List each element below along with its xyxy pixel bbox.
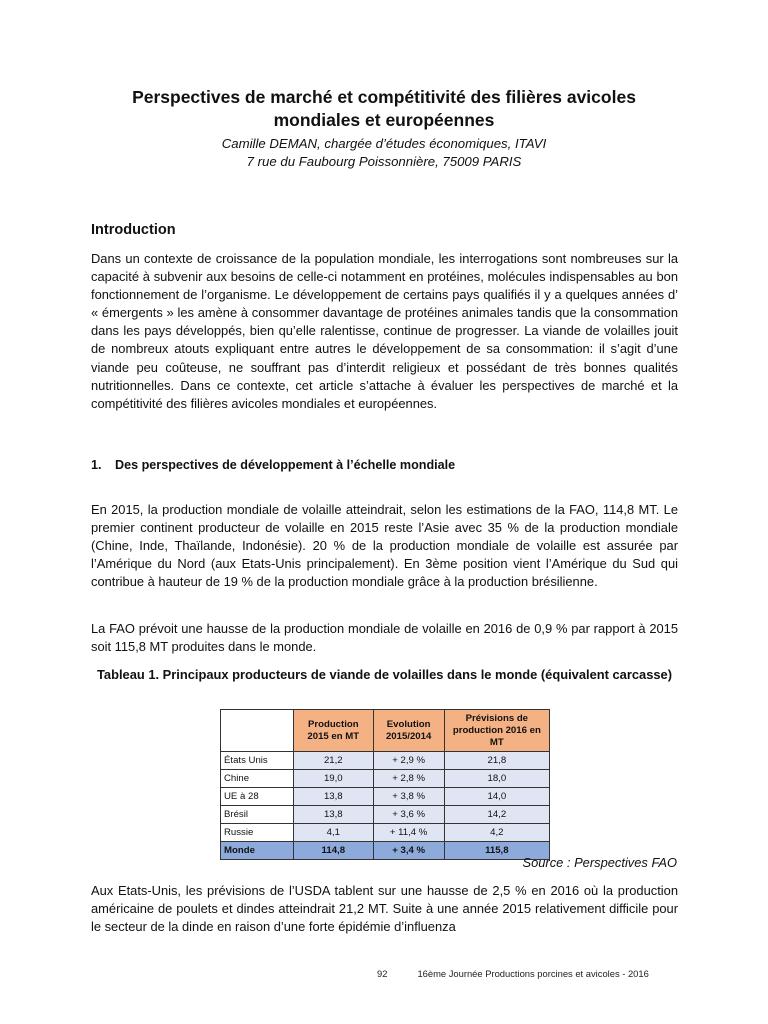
- row-forecast: 4,2: [444, 824, 549, 842]
- table-row: [221, 770, 550, 788]
- row-production: 21,2: [294, 752, 374, 770]
- table-row: [221, 824, 550, 842]
- row-country: UE à 28: [221, 788, 294, 806]
- row-forecast: 14,2: [444, 806, 549, 824]
- total-forecast: 115,8: [444, 842, 549, 860]
- table-row: [221, 806, 550, 824]
- section-1-paragraph-1: En 2015, la production mondiale de volaille atteindrait, selon les estimations de la FAO, 114,8 MT. Le premier continent producteur de volaille en 2015 reste l’Asie avec 35 % de la production mondiale (Chine, Inde, Thaïlande, Indonésie). 20 % de la production mondiale de volaille est assurée par l’Amérique du Nord (aux Etats-Unis principalement). En 3ème position vient l’Amérique du Sud qui contribue à hauteur de 19 % de la production mondiale grâce à la production brésilienne.: [91, 502, 678, 590]
- row-evolution: + 3,6 %: [373, 806, 444, 824]
- production-table: [220, 709, 550, 860]
- total-country: Monde: [221, 842, 294, 860]
- row-production: 19,0: [294, 770, 374, 788]
- table-total-row: [221, 842, 550, 860]
- row-production: 13,8: [294, 788, 374, 806]
- page-footer: [377, 968, 649, 979]
- table-header-row: [221, 710, 550, 752]
- row-country: États Unis: [221, 752, 294, 770]
- introduction-heading: Introduction: [91, 222, 176, 238]
- table-row: [221, 788, 550, 806]
- row-evolution: + 2,8 %: [373, 770, 444, 788]
- title-line-2: mondiales et européennes: [273, 110, 495, 130]
- footer-event: 16ème Journée Productions porcines et avicoles - 2016: [417, 968, 649, 979]
- section-1-paragraph-2: La FAO prévoit une hausse de la production mondiale de volaille en 2016 de 0,9 % par rapport à 2015 soit 115,8 MT produites dans le monde.: [91, 621, 678, 655]
- row-evolution: + 2,9 %: [373, 752, 444, 770]
- header-evolution: Evolution 2015/2014: [373, 710, 444, 752]
- row-production: 4,1: [294, 824, 374, 842]
- author-block: [0, 135, 768, 171]
- section-1-number: 1.: [91, 458, 102, 472]
- row-forecast: 14,0: [444, 788, 549, 806]
- address-line: 7 rue du Faubourg Poissonnière, 75009 PARIS: [246, 154, 522, 169]
- section-1-paragraph-3: Aux Etats-Unis, les prévisions de l’USDA tablent sur une hausse de 2,5 % en 2016 où la production américaine de poulets et dindes atteindrait 21,2 MT. Suite à une année 2015 relativement difficile pour le secteur de la dinde en raison d’une forte épidémie d’influenza: [91, 883, 678, 935]
- document-title: [0, 86, 768, 132]
- page-number: 92: [377, 968, 388, 979]
- section-1-title: Des perspectives de développement à l’échelle mondiale: [115, 458, 456, 472]
- row-country: Brésil: [221, 806, 294, 824]
- introduction-paragraph: Dans un contexte de croissance de la population mondiale, les interrogations sont nombreuses sur la capacité à subvenir aux besoins de celle-ci notamment en protéines, molécules indispensables au bon fonctionnement de l’organisme. Le développement de certains pays qualifiés il y a quelques années d’ « émergents » les amène à consommer davantage de protéines animales tandis que la consommation dans les pays développés, bien qu’elle ralentisse, continue de progresser. La viande de volailles jouit de nombreux atouts expliquant entre autres le développement de sa consommation: il s’agit d’une viande peu coûteuse, ne souffrant pas d’interdit religieux et possédant de très bonnes qualités nutritionnelles. Dans ce contexte, cet article s’attache à évaluer les perspectives de marché et la compétitivité des filières avicoles mondiales et européennes.: [91, 251, 678, 411]
- section-1-heading: [91, 458, 455, 472]
- title-line-1: Perspectives de marché et compétitivité des filières avicoles: [132, 87, 636, 107]
- row-country: Chine: [221, 770, 294, 788]
- row-evolution: + 11,4 %: [373, 824, 444, 842]
- table-corner-cell: [221, 710, 294, 752]
- author-line: Camille DEMAN, chargée d’études économiques, ITAVI: [221, 136, 547, 151]
- row-production: 13,8: [294, 806, 374, 824]
- row-forecast: 21,8: [444, 752, 549, 770]
- table-row: [221, 752, 550, 770]
- header-production: Production 2015 en MT: [294, 710, 374, 752]
- table-caption: Tableau 1. Principaux producteurs de viande de volailles dans le monde (équivalent carcasse): [96, 667, 673, 682]
- header-forecast: Prévisions de production 2016 en MT: [444, 710, 549, 752]
- total-production: 114,8: [294, 842, 374, 860]
- total-evolution: + 3,4 %: [373, 842, 444, 860]
- row-evolution: + 3,8 %: [373, 788, 444, 806]
- table-source: Source : Perspectives FAO: [522, 855, 677, 870]
- row-forecast: 18,0: [444, 770, 549, 788]
- row-country: Russie: [221, 824, 294, 842]
